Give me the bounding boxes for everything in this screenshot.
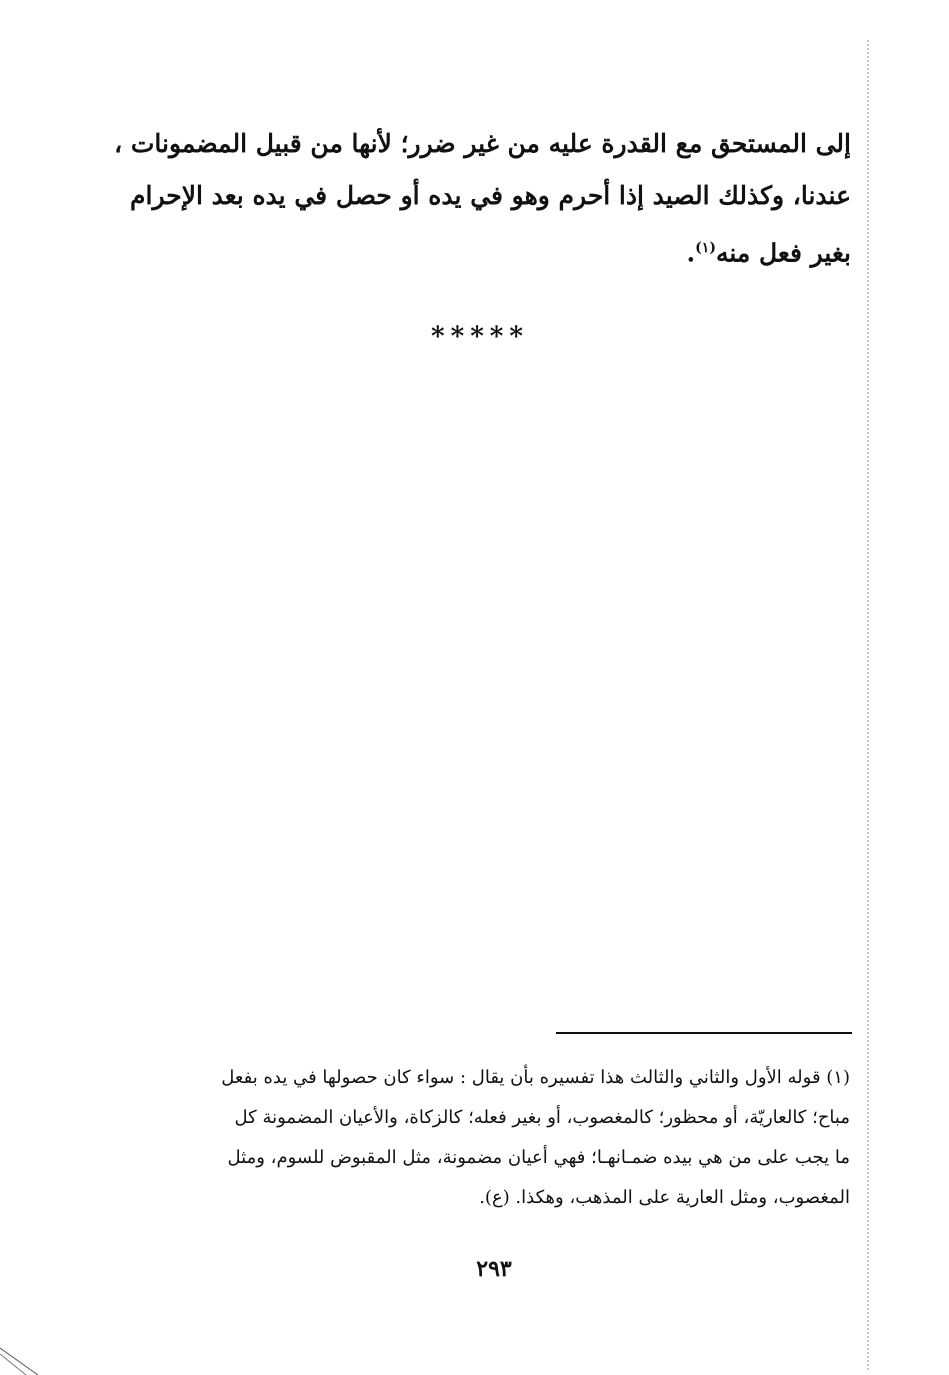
main-text-line-3 [96,222,851,279]
scan-corner-mark [0,1330,60,1375]
page-number: ٢٩٣ [476,1256,512,1282]
main-text-line-1: إلى المستحق مع القدرة عليه من غير ضرر؛ لأنها من قبيل المضمونات ، [114,129,851,158]
footnotes [130,1058,850,1218]
section-separator: ***** [431,322,529,352]
main-text-line-3-period: . [686,238,696,268]
scan-margin-dots [867,40,869,1370]
main-text [96,118,851,279]
footnote-line-4: المغصوب، ومثل العارية على المذهب، وهكذا. (ع). [479,1187,850,1208]
footnote-line-1: (١) قوله الأول والثاني والثالث هذا تفسيره بأن يقال : سواء كان حصولها في يده بفعل [221,1067,850,1088]
footnote-divider [556,1032,852,1034]
footnote-line-2: مباح؛ كالعاريّة، أو محظور؛ كالمغصوب، أو بغير فعله؛ كالزكاة، والأعيان المضمونة كل [234,1107,850,1128]
main-text-line-2: عندنا، وكذلك الصيد إذا أحرم وهو في يده أو حصل في يده بعد الإحرام [130,181,851,210]
footnote-reference: (١) [695,240,716,256]
footnote-line-3: ما يجب على من هي بيده ضمـانهـا؛ فهي أعيان مضمونة، مثل المقبوض للسوم، ومثل [227,1147,850,1168]
main-text-line-3-words: بغير فعل منه [715,238,851,268]
